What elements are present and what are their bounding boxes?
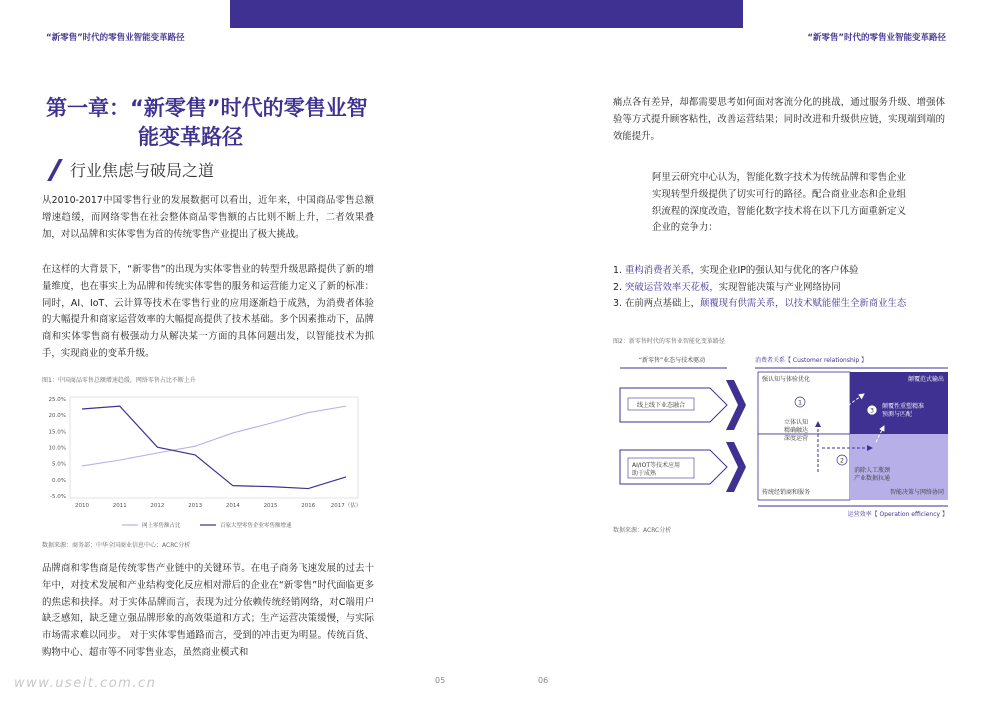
y-tick-label: 10.0% — [48, 445, 66, 452]
x-tick-label: 2011 — [112, 503, 127, 509]
step-3-number: 3 — [870, 407, 874, 415]
figure-1-source: 数据来源：商务部；中华全国商业信息中心；ACRC分析 — [42, 542, 191, 549]
step-1-number: 1 — [798, 399, 802, 407]
list-item — [613, 280, 973, 297]
list-num: 1. — [613, 265, 622, 276]
y-tick-label: -5.0% — [50, 494, 66, 500]
paragraph-2: 在这样的大背景下，“新零售”的出现为实体零售业的转型升级思路提供了新的增量维度，也在事实上为品牌和传统实体零售的服务和运营能力定义了新的标准：同时，AI、IoT、云计算等技术在零售行业的应用逐渐趋于成熟，为消费者体验的大幅提升和商家运营效率的大幅提高提供了技术基础。多个因素推动下，品牌商和实体零售商有极强动力从解决某一方面的具体问题出发，以智能技术为抓手，实现商业的变革升级。 — [42, 264, 374, 359]
list-text: 实现智能决策与产业网络协同 — [718, 281, 841, 293]
x-tick-label: 2012 — [150, 503, 165, 509]
list-highlight: 重构消费者关系， — [624, 265, 700, 276]
diagram-x-axis-label: 运营效率【 Operation efficiency 】 — [847, 511, 948, 518]
step-2-number: 2 — [840, 457, 844, 465]
step-2-annotation: 消除人工瓶颈 — [854, 467, 891, 474]
step-3-annotation: 颠覆性重塑精准 — [882, 403, 925, 410]
quadrant-top-left-label: 强认知与体验优化 — [762, 376, 811, 383]
x-tick-label: 2014 — [225, 503, 240, 509]
watermark: www.useit.com.cn — [14, 676, 157, 691]
paragraph-5: 阿里云研究中心认为，智能化数字技术为传统品牌和零售企业实现转型升级提供了切实可行的路径。配合商业业态和企业组织流程的深度改造，智能化数字技术将在以下几方面重新定义企业的竞争力： — [652, 172, 906, 234]
chapter-title — [46, 94, 368, 152]
figure-1-caption: 图1：中国商品零售总额增速趋缓，网络零售占比不断上升 — [42, 377, 196, 384]
competitiveness-list — [613, 263, 973, 313]
quadrant-top-right-label: 颠覆范式输出 — [907, 376, 944, 383]
y-tick-label: 25.0% — [48, 397, 66, 403]
list-highlight: 突破运营效率天花板， — [624, 281, 719, 293]
diagram-left-title: “新零售”业态与技术驱动 — [638, 357, 706, 364]
line-chart — [40, 389, 370, 535]
step-2-annotation: 产业数据拉通 — [854, 475, 891, 482]
paragraph-3: 品牌商和零售商是传统零售产业链中的关键环节。在电子商务飞速发展的过去十年中，对技术发展和产业结构变化反应相对滞后的企业在“新零售”时代面临更多的焦虑和抉择。对于实体品牌而言，表现为过分依赖传统经销网络，对C端用户缺乏感知，缺乏建立强品牌形象的高效渠道和方式；生产运营决策缓慢，与实际市场需求难以同步。 对于实体零售通路而言，受到的冲击更为明显。传统百货、购物中心、超市等不同零售业态，虽然商业模式和 — [42, 563, 374, 658]
diagram-box-1-label: 线上线下业态融合 — [636, 402, 686, 409]
y-tick-label: 5.0% — [52, 461, 66, 468]
step-1-annotation: 立体认知 — [784, 419, 809, 426]
page-header-left: “新零售”时代的零售业智能变革路径 — [46, 33, 185, 43]
x-tick-label: 2015 — [263, 503, 278, 509]
section-title: 行业焦虑与破局之道 — [70, 161, 215, 180]
paragraph-4: 痛点各有差异，却都需要思考如何面对客流分化的挑战，通过服务升级、增强体验等方式提升顾客粘性，改善运营结果；同时改进和升级供应链，实现端到端的效能提升。 — [613, 97, 945, 142]
diagram-box-2-label-1: AI/IOT等技术应用 — [632, 462, 681, 469]
list-item — [613, 263, 973, 280]
diagram-y-axis-label: 消费者关系【 Customer relationship 】 — [755, 357, 868, 364]
x-tick-label: 2010 — [75, 503, 89, 509]
list-item — [613, 296, 973, 313]
step-1-annotation: 深度运营 — [784, 435, 809, 442]
list-highlight: 颠覆现有供需关系，以技术赋能催生全新商业生态 — [699, 298, 907, 309]
x-tick-label: 2016 — [301, 503, 316, 509]
y-tick-label: 15.0% — [48, 429, 66, 436]
figure-2-source: 数据来源：ACRC分析 — [613, 527, 672, 534]
page-header-right: “新零售”时代的零售业智能变革路径 — [807, 33, 946, 43]
step-1-annotation: 精确触达 — [784, 427, 809, 434]
list-text: 实现企业IP的强认知与优化的客户体验 — [699, 265, 859, 276]
list-text: 在前两点基础上， — [624, 298, 700, 309]
step-3-annotation: 预测与匹配 — [882, 411, 913, 418]
x-tick-label: 2017（估） — [330, 503, 362, 509]
x-tick-label: 2013 — [188, 503, 203, 509]
quadrant-bottom-left-label: 传统经销商和服务 — [762, 489, 811, 496]
series-line-2 — [82, 406, 346, 488]
list-num: 2. — [613, 281, 622, 293]
list-num: 3. — [613, 298, 622, 309]
chapter-title-line1: 第一章：“新零售”时代的零售业智 — [46, 96, 368, 120]
y-tick-label: 20.0% — [48, 413, 66, 420]
paragraph-1: 从2010-2017中国零售行业的发展数据可以看出，近年来，中国商品零售总额增速趋缓，而网络零售在社会整体商品零售额的占比则不断上升，二者效果叠加，对以品牌和实体零售为首的传统零售产业提出了极大挑战。 — [42, 195, 374, 240]
section-heading — [48, 158, 214, 181]
legend-label: 网上零售额占比 — [142, 523, 181, 529]
series-line-1 — [82, 406, 346, 466]
chevron-right-icon — [726, 442, 746, 492]
plot-frame — [70, 397, 358, 498]
chevron-right-icon — [726, 380, 746, 430]
transformation-diagram — [610, 350, 955, 522]
y-tick-label: 0.0% — [52, 477, 66, 484]
page-number-right: 06 — [538, 676, 549, 685]
figure-2-caption: 图2：新零售时代的零售业智能化变革路径 — [613, 338, 725, 345]
chapter-title-line2: 能变革路径 — [138, 125, 243, 149]
page-number-left: 05 — [435, 676, 446, 685]
slash-icon — [48, 160, 62, 180]
quadrant-bottom-right-label: 智能决策与网络协同 — [889, 489, 944, 496]
legend-label: 百家大型零售企业零售额增速 — [220, 523, 292, 529]
diagram-box-2-label-2: 助于成熟 — [632, 470, 657, 477]
top-color-bar — [230, 0, 743, 28]
